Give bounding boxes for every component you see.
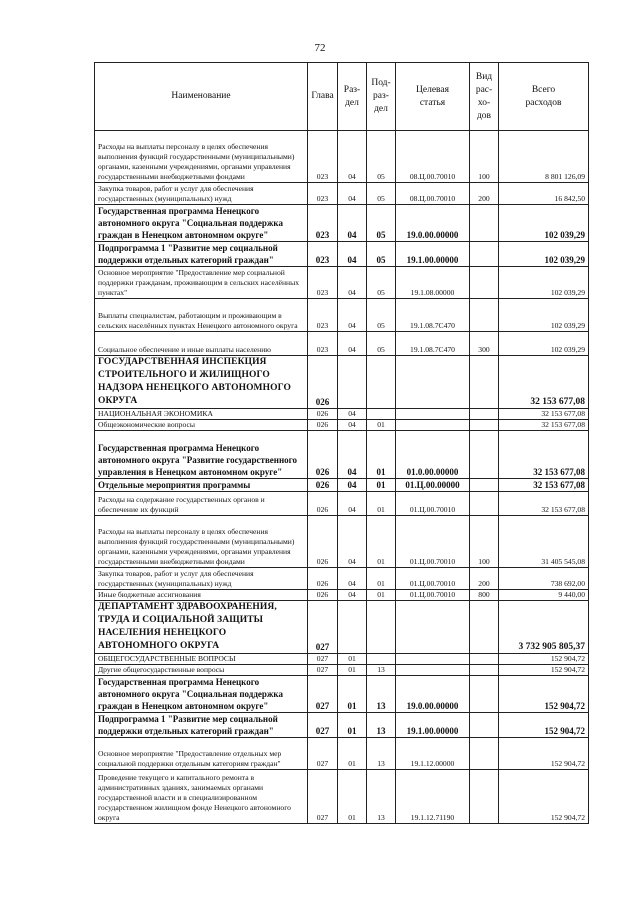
row-name: Государственная программа Ненецкого автономного округа "Развитие государственного управления в Ненецком автономном округе"	[95, 431, 308, 479]
row-subsection	[367, 409, 396, 420]
table-row	[95, 183, 589, 205]
row-section: 04	[338, 242, 367, 267]
row-section: 01	[338, 654, 367, 665]
row-total: 102 039,29	[499, 205, 589, 242]
table-row	[95, 770, 589, 824]
row-expense-type: 300	[470, 332, 499, 356]
row-name: Расходы на выплаты персоналу в целях обеспечения выполнения функций государственными (муниципальными) органами, казенными учреждениями, органами управления государственными внебюджетными фондами	[95, 131, 308, 183]
table-row	[95, 242, 589, 267]
row-section: 01	[338, 713, 367, 738]
row-subsection: 01	[367, 568, 396, 590]
row-expense-type	[470, 299, 499, 332]
table-row	[95, 590, 589, 601]
row-target: 01.Ц.00.70010	[396, 516, 470, 568]
row-target: 01.Ц.00.70010	[396, 492, 470, 516]
row-total: 32 153 677,08	[499, 492, 589, 516]
row-section: 04	[338, 420, 367, 431]
row-expense-type	[470, 601, 499, 654]
row-section	[338, 601, 367, 654]
row-name: ОБЩЕГОСУДАРСТВЕННЫЕ ВОПРОСЫ	[95, 654, 308, 665]
row-name: Государственная программа Ненецкого автономного округа "Социальная поддержка граждан в Ненецком автономном округе"	[95, 205, 308, 242]
table-row	[95, 431, 589, 479]
table-row	[95, 676, 589, 713]
row-name: Расходы на содержание государственных органов и обеспечение их функций	[95, 492, 308, 516]
row-target: 01.0.00.00000	[396, 431, 470, 479]
table-row	[95, 713, 589, 738]
row-target: 08.Ц.00.70010	[396, 183, 470, 205]
row-expense-type: 100	[470, 131, 499, 183]
row-target: 01.Ц.00.70010	[396, 590, 470, 601]
row-subsection: 13	[367, 713, 396, 738]
row-subsection: 01	[367, 492, 396, 516]
table-row	[95, 492, 589, 516]
row-section: 04	[338, 183, 367, 205]
row-target	[396, 601, 470, 654]
table-row	[95, 356, 589, 409]
row-section: 04	[338, 299, 367, 332]
table-row	[95, 332, 589, 356]
table-row	[95, 665, 589, 676]
row-subsection: 01	[367, 479, 396, 492]
row-name: Закупка товаров, работ и услуг для обеспечения государственных (муниципальных) нужд	[95, 568, 308, 590]
row-name: Социальное обеспечение и иные выплаты населению	[95, 332, 308, 356]
row-subsection: 01	[367, 431, 396, 479]
row-expense-type	[470, 770, 499, 824]
row-target: 19.0.00.00000	[396, 205, 470, 242]
row-chapter: 026	[308, 492, 338, 516]
row-expense-type	[470, 205, 499, 242]
row-subsection	[367, 601, 396, 654]
row-chapter: 023	[308, 205, 338, 242]
row-total: 738 692,00	[499, 568, 589, 590]
row-name: Отдельные мероприятия программы	[95, 479, 308, 492]
row-chapter: 026	[308, 516, 338, 568]
row-section: 04	[338, 131, 367, 183]
row-target	[396, 356, 470, 409]
header-expense-type: Вид рас- хо- дов	[470, 63, 499, 131]
row-expense-type	[470, 492, 499, 516]
row-section: 04	[338, 205, 367, 242]
row-name: ГОСУДАРСТВЕННАЯ ИНСПЕКЦИЯ СТРОИТЕЛЬНОГО И ЖИЛИЩНОГО НАДЗОРА НЕНЕЦКОГО АВТОНОМНОГО ОКРУГА	[95, 356, 308, 409]
row-total: 102 039,29	[499, 242, 589, 267]
row-subsection: 13	[367, 665, 396, 676]
row-subsection	[367, 356, 396, 409]
row-expense-type	[470, 665, 499, 676]
row-name: Государственная программа Ненецкого автономного округа "Социальная поддержка граждан в Ненецком автономном округе"	[95, 676, 308, 713]
header-section: Раз- дел	[338, 63, 367, 131]
row-chapter: 023	[308, 332, 338, 356]
row-section: 04	[338, 590, 367, 601]
row-total: 102 039,29	[499, 267, 589, 299]
row-expense-type	[470, 654, 499, 665]
row-expense-type	[470, 738, 499, 770]
table-row	[95, 516, 589, 568]
row-section: 04	[338, 516, 367, 568]
row-section: 01	[338, 738, 367, 770]
row-chapter: 026	[308, 420, 338, 431]
page-number: 72	[314, 42, 326, 54]
row-total: 3 732 905 805,37	[499, 601, 589, 654]
row-section: 01	[338, 676, 367, 713]
header-chapter: Глава	[308, 63, 338, 131]
row-section: 01	[338, 770, 367, 824]
row-total: 152 904,72	[499, 770, 589, 824]
table-row	[95, 654, 589, 665]
row-subsection: 05	[367, 131, 396, 183]
row-total: 31 405 545,08	[499, 516, 589, 568]
row-section: 04	[338, 568, 367, 590]
row-chapter: 026	[308, 590, 338, 601]
row-subsection: 05	[367, 183, 396, 205]
row-target: 19.1.08.00000	[396, 267, 470, 299]
row-name: Расходы на выплаты персоналу в целях обеспечения выполнения функций государственными (муниципальными) органами, казенными учреждениями, органами управления государственными внебюджетными фондами	[95, 516, 308, 568]
row-name: Иные бюджетные ассигнования	[95, 590, 308, 601]
header-total: Всего расходов	[499, 63, 589, 131]
row-section: 04	[338, 431, 367, 479]
row-subsection: 13	[367, 738, 396, 770]
row-chapter: 027	[308, 654, 338, 665]
table-row	[95, 601, 589, 654]
table-header-row	[95, 63, 589, 131]
row-target: 19.0.00.00000	[396, 676, 470, 713]
row-chapter: 023	[308, 267, 338, 299]
table-row	[95, 131, 589, 183]
row-target: 19.1.00.00000	[396, 713, 470, 738]
row-section: 04	[338, 479, 367, 492]
row-total: 152 904,72	[499, 676, 589, 713]
row-expense-type: 800	[470, 590, 499, 601]
row-chapter: 026	[308, 409, 338, 420]
row-subsection: 01	[367, 420, 396, 431]
row-section: 04	[338, 492, 367, 516]
row-chapter: 027	[308, 676, 338, 713]
row-subsection: 01	[367, 590, 396, 601]
row-expense-type: 200	[470, 568, 499, 590]
row-chapter: 027	[308, 601, 338, 654]
row-expense-type	[470, 420, 499, 431]
table-row	[95, 738, 589, 770]
row-expense-type	[470, 356, 499, 409]
row-expense-type	[470, 242, 499, 267]
row-subsection: 05	[367, 299, 396, 332]
row-section: 04	[338, 409, 367, 420]
table-row	[95, 479, 589, 492]
row-target: 08.Ц.00.70010	[396, 131, 470, 183]
row-total: 32 153 677,08	[499, 356, 589, 409]
row-target: 19.1.08.7C470	[396, 299, 470, 332]
row-total: 32 153 677,08	[499, 479, 589, 492]
row-chapter: 027	[308, 738, 338, 770]
row-section	[338, 356, 367, 409]
table-row	[95, 420, 589, 431]
row-section: 01	[338, 665, 367, 676]
row-target: 19.1.12.71190	[396, 770, 470, 824]
row-chapter: 023	[308, 299, 338, 332]
row-total: 152 904,72	[499, 713, 589, 738]
row-target: 19.1.00.00000	[396, 242, 470, 267]
row-total: 16 842,50	[499, 183, 589, 205]
table-row	[95, 409, 589, 420]
row-name: Основное мероприятие "Предоставление мер социальной поддержки гражданам, проживающим в сельских населённых пунктах"	[95, 267, 308, 299]
row-expense-type	[470, 267, 499, 299]
row-subsection: 05	[367, 267, 396, 299]
row-name: Другие общегосударственные вопросы	[95, 665, 308, 676]
row-target	[396, 654, 470, 665]
table-row	[95, 299, 589, 332]
row-name: Подпрограмма 1 "Развитие мер социальной поддержки отдельных категорий граждан"	[95, 713, 308, 738]
row-name: Проведение текущего и капитального ремонта в административных зданиях, занимаемых органами государственной власти и в специализированном государственном жилищном фонде Ненецкого автономного округа	[95, 770, 308, 824]
row-chapter: 026	[308, 568, 338, 590]
row-target	[396, 420, 470, 431]
row-subsection: 13	[367, 676, 396, 713]
row-total: 102 039,29	[499, 299, 589, 332]
table-row	[95, 267, 589, 299]
row-chapter: 027	[308, 770, 338, 824]
row-section: 04	[338, 267, 367, 299]
row-expense-type	[470, 479, 499, 492]
row-target: 19.1.08.7C470	[396, 332, 470, 356]
row-expense-type	[470, 713, 499, 738]
row-total: 32 153 677,08	[499, 431, 589, 479]
row-chapter: 023	[308, 242, 338, 267]
row-subsection: 05	[367, 332, 396, 356]
row-name: Закупка товаров, работ и услуг для обеспечения государственных (муниципальных) нужд	[95, 183, 308, 205]
row-total: 32 153 677,08	[499, 420, 589, 431]
row-chapter: 026	[308, 356, 338, 409]
row-expense-type: 100	[470, 516, 499, 568]
budget-table	[94, 62, 589, 824]
row-name: Подпрограмма 1 "Развитие мер социальной поддержки отдельных категорий граждан"	[95, 242, 308, 267]
table-row	[95, 205, 589, 242]
row-target: 19.1.12.00000	[396, 738, 470, 770]
row-total: 9 440,00	[499, 590, 589, 601]
row-chapter: 026	[308, 431, 338, 479]
row-expense-type: 200	[470, 183, 499, 205]
row-subsection: 13	[367, 770, 396, 824]
row-total: 8 801 126,09	[499, 131, 589, 183]
row-chapter: 023	[308, 183, 338, 205]
row-total: 152 904,72	[499, 665, 589, 676]
row-name: Общеэкономические вопросы	[95, 420, 308, 431]
row-total: 152 904,72	[499, 654, 589, 665]
row-chapter: 027	[308, 713, 338, 738]
row-target: 01.Ц.00.70010	[396, 568, 470, 590]
header-name: Наименование	[95, 63, 308, 131]
row-total: 152 904,72	[499, 738, 589, 770]
header-subsection: Под- раз- дел	[367, 63, 396, 131]
row-total: 32 153 677,08	[499, 409, 589, 420]
row-target	[396, 409, 470, 420]
header-target: Целевая статья	[396, 63, 470, 131]
row-expense-type	[470, 431, 499, 479]
row-name: Основное мероприятие "Предоставление отдельных мер социальной поддержки отдельным категориям граждан"	[95, 738, 308, 770]
row-subsection	[367, 654, 396, 665]
row-subsection: 05	[367, 205, 396, 242]
row-name: Выплаты специалистам, работающим и проживающим в сельских населённых пунктах Ненецкого автономного округа	[95, 299, 308, 332]
row-subsection: 01	[367, 516, 396, 568]
row-section: 04	[338, 332, 367, 356]
row-target: 01.Ц.00.00000	[396, 479, 470, 492]
row-name: НАЦИОНАЛЬНАЯ ЭКОНОМИКА	[95, 409, 308, 420]
row-chapter: 026	[308, 479, 338, 492]
row-expense-type	[470, 409, 499, 420]
row-chapter: 023	[308, 131, 338, 183]
row-subsection: 05	[367, 242, 396, 267]
row-expense-type	[470, 676, 499, 713]
row-total: 102 039,29	[499, 332, 589, 356]
row-target	[396, 665, 470, 676]
row-name: ДЕПАРТАМЕНТ ЗДРАВООХРАНЕНИЯ, ТРУДА И СОЦИАЛЬНОЙ ЗАЩИТЫ НАСЕЛЕНИЯ НЕНЕЦКОГО АВТОНОМНОГО ОКРУГА	[95, 601, 308, 654]
row-chapter: 027	[308, 665, 338, 676]
table-row	[95, 568, 589, 590]
